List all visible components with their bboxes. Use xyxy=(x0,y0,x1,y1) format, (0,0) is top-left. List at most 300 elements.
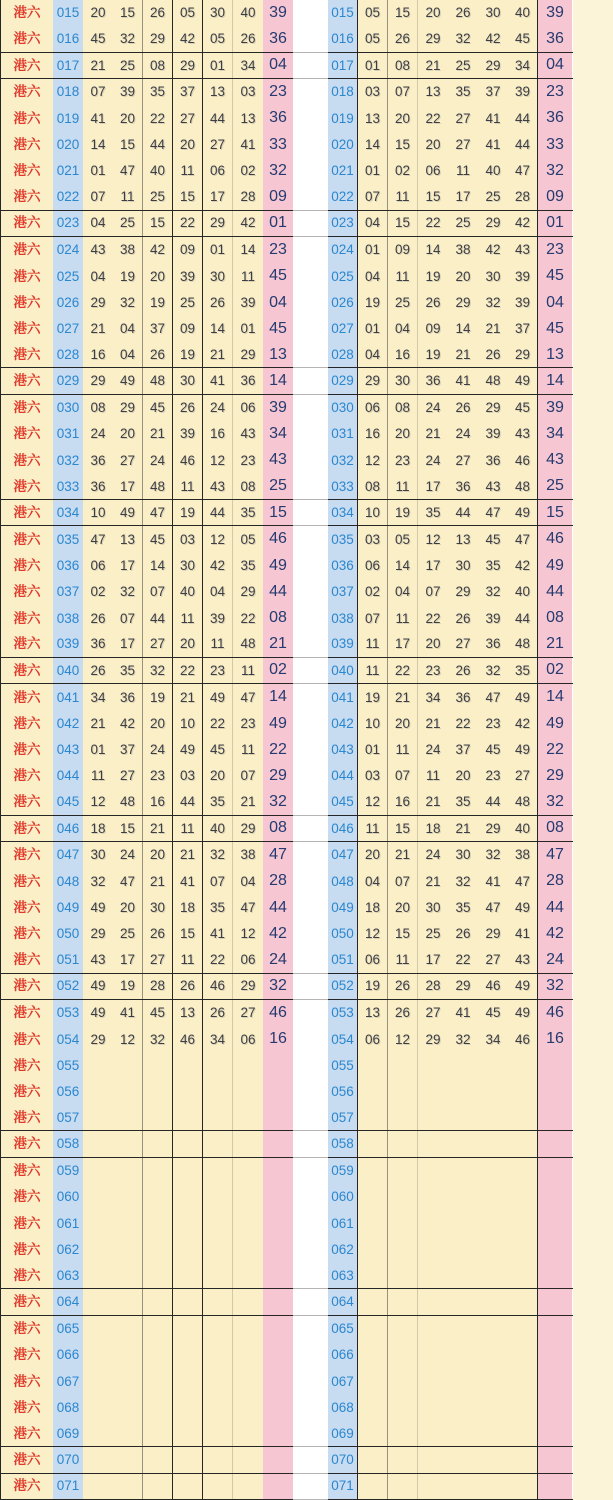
drawn-number-cell: 35 xyxy=(233,500,263,525)
sorted-number-cell: 19 xyxy=(418,342,448,367)
issue-number-cell: 050 xyxy=(328,921,358,947)
issue-number-cell: 062 xyxy=(53,1237,83,1263)
drawn-number-cell: 04 xyxy=(203,579,233,605)
sorted-number-cell xyxy=(388,1131,418,1156)
issue-number-cell: 031 xyxy=(53,421,83,447)
drawn-number-cell: 49 xyxy=(113,500,143,525)
sorted-number-cell xyxy=(448,1131,478,1156)
table-row xyxy=(1,632,293,658)
drawn-number-cell: 02 xyxy=(83,579,113,605)
table-row xyxy=(328,1131,573,1157)
sorted-number-cell: 48 xyxy=(508,474,538,499)
lottery-name-cell: 港六 xyxy=(1,579,53,605)
sorted-number-cell: 17 xyxy=(448,184,478,209)
sorted-number-cell xyxy=(448,1210,478,1236)
drawn-number-cell: 38 xyxy=(233,842,263,868)
sorted-number-cell: 20 xyxy=(388,710,418,736)
drawn-number-cell: 36 xyxy=(233,368,263,393)
drawn-number-cell: 49 xyxy=(83,895,113,921)
gap-row xyxy=(293,895,328,921)
sorted-number-cell: 14 xyxy=(418,237,448,263)
drawn-number-cell: 20 xyxy=(113,895,143,921)
drawn-number-cell xyxy=(203,1368,233,1394)
sorted-number-cell: 49 xyxy=(508,368,538,393)
table-row xyxy=(1,421,293,447)
sorted-number-cell xyxy=(508,1237,538,1263)
drawn-number-cell: 26 xyxy=(83,605,113,631)
sorted-number-cell: 11 xyxy=(388,474,418,499)
drawn-number-cell: 25 xyxy=(113,53,143,78)
special-number-cell: 22 xyxy=(538,737,572,763)
special-number-cell: 33 xyxy=(538,132,572,158)
drawn-number-cell xyxy=(173,1289,203,1314)
drawn-number-cell: 22 xyxy=(233,605,263,631)
special-number-cell xyxy=(263,1105,293,1130)
table-row xyxy=(328,368,573,394)
sorted-number-cell: 36 xyxy=(448,684,478,710)
drawn-number-cell xyxy=(143,1447,173,1472)
drawn-number-cell: 29 xyxy=(233,342,263,367)
table-row xyxy=(328,1316,573,1342)
special-number-cell: 08 xyxy=(538,816,572,841)
drawn-number-cell: 24 xyxy=(203,395,233,421)
table-row xyxy=(328,53,573,79)
sorted-number-cell: 29 xyxy=(448,579,478,605)
table-row xyxy=(1,132,293,158)
drawn-number-cell: 11 xyxy=(83,763,113,789)
drawn-number-cell xyxy=(233,1131,263,1156)
special-number-cell xyxy=(538,1053,572,1079)
special-number-cell xyxy=(538,1079,572,1105)
drawn-number-cell xyxy=(203,1342,233,1368)
gap-row xyxy=(293,158,328,184)
drawn-number-cell: 41 xyxy=(83,105,113,131)
drawn-number-cell: 42 xyxy=(113,710,143,736)
table-row xyxy=(1,1210,293,1236)
sorted-number-cell: 34 xyxy=(508,53,538,78)
drawn-number-cell xyxy=(203,1263,233,1288)
sorted-number-cell xyxy=(358,1316,388,1342)
gap-row xyxy=(293,263,328,289)
sorted-number-cell: 44 xyxy=(508,105,538,131)
lottery-name-cell: 港六 xyxy=(1,79,53,105)
drawn-number-cell xyxy=(113,1316,143,1342)
sorted-number-cell: 42 xyxy=(508,553,538,579)
issue-number-cell: 047 xyxy=(53,842,83,868)
issue-number-cell: 045 xyxy=(328,789,358,814)
table-row xyxy=(1,553,293,579)
special-number-cell: 13 xyxy=(263,342,293,367)
drawn-number-cell: 26 xyxy=(173,974,203,999)
sorted-number-cell: 01 xyxy=(358,316,388,342)
drawn-number-cell xyxy=(83,1474,113,1499)
special-number-cell: 16 xyxy=(538,1026,572,1052)
sorted-number-cell: 22 xyxy=(448,947,478,972)
sorted-number-cell: 02 xyxy=(358,579,388,605)
sorted-number-cell xyxy=(418,1474,448,1499)
table-row xyxy=(1,974,293,1000)
sorted-number-cell xyxy=(448,1158,478,1184)
table-row xyxy=(1,921,293,947)
table-row xyxy=(328,974,573,1000)
drawn-number-cell xyxy=(173,1210,203,1236)
sorted-number-cell xyxy=(448,1289,478,1314)
gap-row xyxy=(293,1421,328,1447)
gap-row xyxy=(293,79,328,105)
drawn-number-cell: 18 xyxy=(173,895,203,921)
table-row xyxy=(328,1342,573,1368)
drawn-number-cell: 39 xyxy=(233,289,263,315)
sorted-number-cell xyxy=(388,1263,418,1288)
special-number-cell: 15 xyxy=(538,500,572,525)
special-number-cell: 36 xyxy=(263,105,293,131)
drawn-number-cell: 26 xyxy=(143,342,173,367)
special-number-cell: 21 xyxy=(263,632,293,657)
sorted-number-cell xyxy=(418,1289,448,1314)
issue-number-cell: 069 xyxy=(53,1421,83,1446)
issue-number-cell: 037 xyxy=(53,579,83,605)
sorted-number-cell xyxy=(448,1105,478,1130)
sorted-number-cell: 12 xyxy=(358,921,388,947)
drawn-number-cell: 26 xyxy=(83,658,113,683)
right-margin xyxy=(573,0,613,1500)
drawn-number-cell: 30 xyxy=(83,842,113,868)
issue-number-cell: 038 xyxy=(53,605,83,631)
draw-order-table xyxy=(0,0,293,1500)
lottery-name-cell: 港六 xyxy=(1,1342,53,1368)
sorted-number-cell xyxy=(358,1158,388,1184)
drawn-number-cell xyxy=(233,1263,263,1288)
sorted-number-cell xyxy=(448,1053,478,1079)
sorted-number-cell: 27 xyxy=(448,447,478,473)
drawn-number-cell xyxy=(83,1184,113,1210)
issue-number-cell: 021 xyxy=(328,158,358,184)
table-row xyxy=(1,868,293,894)
lottery-name-cell: 港六 xyxy=(1,974,53,999)
drawn-number-cell: 17 xyxy=(113,947,143,972)
drawn-number-cell: 21 xyxy=(173,684,203,710)
sorted-number-cell: 01 xyxy=(358,53,388,78)
drawn-number-cell: 07 xyxy=(113,605,143,631)
sorted-number-cell: 07 xyxy=(388,79,418,105)
sorted-number-cell: 14 xyxy=(448,316,478,342)
sorted-number-cell: 45 xyxy=(508,26,538,51)
sorted-number-cell: 29 xyxy=(418,26,448,51)
gap-row xyxy=(293,579,328,605)
gap-row xyxy=(293,53,328,79)
drawn-number-cell: 20 xyxy=(173,632,203,657)
special-number-cell: 16 xyxy=(263,1026,293,1052)
issue-number-cell: 052 xyxy=(53,974,83,999)
drawn-number-cell: 13 xyxy=(203,79,233,105)
drawn-number-cell xyxy=(83,1342,113,1368)
sorted-number-cell: 45 xyxy=(478,1000,508,1026)
issue-number-cell: 063 xyxy=(328,1263,358,1288)
sorted-number-cell xyxy=(358,1079,388,1105)
table-row xyxy=(328,763,573,789)
issue-number-cell: 051 xyxy=(328,947,358,972)
sorted-number-cell: 44 xyxy=(448,500,478,525)
special-number-cell xyxy=(263,1237,293,1263)
sorted-number-cell: 24 xyxy=(418,447,448,473)
sorted-number-cell xyxy=(448,1079,478,1105)
sorted-number-cell xyxy=(448,1474,478,1499)
drawn-number-cell: 41 xyxy=(173,868,203,894)
sorted-number-cell: 18 xyxy=(358,895,388,921)
sorted-number-cell: 03 xyxy=(358,526,388,552)
sorted-number-cell xyxy=(508,1210,538,1236)
sorted-number-cell: 48 xyxy=(508,632,538,657)
drawn-number-cell: 22 xyxy=(173,658,203,683)
drawn-number-cell: 04 xyxy=(83,263,113,289)
sorted-number-cell: 29 xyxy=(418,1026,448,1052)
sorted-number-cell xyxy=(448,1237,478,1263)
table-row xyxy=(1,816,293,842)
sorted-number-cell xyxy=(478,1105,508,1130)
sorted-number-cell: 40 xyxy=(478,158,508,184)
issue-number-cell: 041 xyxy=(53,684,83,710)
drawn-number-cell: 23 xyxy=(143,763,173,789)
lottery-name-cell: 港六 xyxy=(1,1237,53,1263)
table-row xyxy=(1,1342,293,1368)
sorted-number-cell xyxy=(508,1053,538,1079)
drawn-number-cell: 21 xyxy=(143,868,173,894)
issue-number-cell: 025 xyxy=(53,263,83,289)
lottery-name-cell: 港六 xyxy=(1,211,53,236)
issue-number-cell: 063 xyxy=(53,1263,83,1288)
issue-number-cell: 044 xyxy=(328,763,358,789)
gap-row xyxy=(293,26,328,52)
issue-number-cell: 069 xyxy=(328,1421,358,1446)
special-number-cell: 02 xyxy=(538,658,572,683)
special-number-cell: 46 xyxy=(263,1000,293,1026)
issue-number-cell: 024 xyxy=(328,237,358,263)
sorted-number-cell: 10 xyxy=(358,500,388,525)
sorted-number-cell xyxy=(448,1368,478,1394)
drawn-number-cell: 11 xyxy=(233,658,263,683)
drawn-number-cell: 46 xyxy=(203,974,233,999)
sorted-number-cell xyxy=(418,1053,448,1079)
gap-row xyxy=(293,1474,328,1500)
drawn-number-cell xyxy=(83,1237,113,1263)
issue-number-cell: 018 xyxy=(53,79,83,105)
special-number-cell xyxy=(538,1421,572,1446)
sorted-number-cell xyxy=(478,1368,508,1394)
special-number-cell: 42 xyxy=(263,921,293,947)
drawn-number-cell xyxy=(233,1210,263,1236)
drawn-number-cell: 20 xyxy=(83,0,113,26)
sorted-number-cell: 25 xyxy=(478,184,508,209)
special-number-cell: 32 xyxy=(263,974,293,999)
drawn-number-cell: 16 xyxy=(143,789,173,814)
drawn-number-cell: 29 xyxy=(113,395,143,421)
table-row xyxy=(1,579,293,605)
sorted-number-cell: 15 xyxy=(388,211,418,236)
gap-row xyxy=(293,789,328,815)
table-row xyxy=(328,105,573,131)
table-row xyxy=(1,710,293,736)
drawn-number-cell: 29 xyxy=(233,816,263,841)
sorted-number-cell: 20 xyxy=(418,632,448,657)
table-row xyxy=(328,237,573,263)
lottery-name-cell: 港六 xyxy=(1,816,53,841)
sorted-number-cell: 21 xyxy=(388,842,418,868)
sorted-number-cell xyxy=(358,1368,388,1394)
sorted-number-cell: 35 xyxy=(448,895,478,921)
sorted-number-cell: 38 xyxy=(508,842,538,868)
drawn-number-cell: 38 xyxy=(113,237,143,263)
lottery-name-cell: 港六 xyxy=(1,947,53,972)
sorted-number-cell: 18 xyxy=(418,816,448,841)
gap-row xyxy=(293,447,328,473)
table-row xyxy=(328,500,573,526)
drawn-number-cell xyxy=(203,1184,233,1210)
sorted-number-cell: 12 xyxy=(418,526,448,552)
issue-number-cell: 017 xyxy=(328,53,358,78)
drawn-number-cell: 15 xyxy=(173,921,203,947)
sorted-number-cell: 11 xyxy=(388,184,418,209)
special-number-cell xyxy=(263,1316,293,1342)
table-row xyxy=(1,1289,293,1315)
table-row xyxy=(328,1474,573,1500)
sorted-number-cell: 19 xyxy=(388,500,418,525)
drawn-number-cell: 32 xyxy=(113,579,143,605)
issue-number-cell: 039 xyxy=(328,632,358,657)
special-number-cell xyxy=(538,1368,572,1394)
sorted-number-cell: 20 xyxy=(448,263,478,289)
drawn-number-cell xyxy=(83,1263,113,1288)
drawn-number-cell xyxy=(143,1395,173,1421)
drawn-number-cell: 25 xyxy=(173,289,203,315)
lottery-name-cell: 港六 xyxy=(1,26,53,51)
table-row xyxy=(328,1368,573,1394)
lottery-name-cell: 港六 xyxy=(1,1000,53,1026)
table-row xyxy=(1,1184,293,1210)
special-number-cell: 09 xyxy=(263,184,293,209)
drawn-number-cell: 48 xyxy=(233,632,263,657)
special-number-cell xyxy=(538,1395,572,1421)
table-row xyxy=(1,0,293,26)
sorted-number-cell: 45 xyxy=(478,526,508,552)
drawn-number-cell: 29 xyxy=(233,974,263,999)
drawn-number-cell: 10 xyxy=(83,500,113,525)
table-row xyxy=(328,947,573,973)
drawn-number-cell: 04 xyxy=(233,868,263,894)
sorted-number-cell xyxy=(418,1316,448,1342)
drawn-number-cell: 32 xyxy=(143,658,173,683)
gap-row xyxy=(293,658,328,684)
drawn-number-cell: 13 xyxy=(233,105,263,131)
drawn-number-cell: 07 xyxy=(203,868,233,894)
special-number-cell: 49 xyxy=(263,553,293,579)
sorted-number-cell: 11 xyxy=(388,605,418,631)
sorted-number-cell: 04 xyxy=(388,579,418,605)
sorted-number-cell xyxy=(478,1342,508,1368)
table-row xyxy=(328,1421,573,1447)
drawn-number-cell xyxy=(113,1105,143,1130)
sorted-number-cell: 09 xyxy=(388,237,418,263)
drawn-number-cell: 39 xyxy=(113,79,143,105)
gap-row xyxy=(293,395,328,421)
gap-row xyxy=(293,105,328,131)
issue-number-cell: 071 xyxy=(53,1474,83,1499)
table-row xyxy=(1,1237,293,1263)
drawn-number-cell xyxy=(83,1395,113,1421)
sorted-number-cell: 24 xyxy=(418,842,448,868)
drawn-number-cell: 44 xyxy=(203,105,233,131)
sorted-number-cell: 34 xyxy=(478,1026,508,1052)
issue-number-cell: 058 xyxy=(53,1131,83,1156)
drawn-number-cell: 06 xyxy=(203,158,233,184)
special-number-cell: 13 xyxy=(538,342,572,367)
drawn-number-cell xyxy=(83,1158,113,1184)
drawn-number-cell: 27 xyxy=(233,1000,263,1026)
issue-number-cell: 071 xyxy=(328,1474,358,1499)
sorted-number-cell: 22 xyxy=(418,211,448,236)
gap-row xyxy=(293,1184,328,1210)
drawn-number-cell: 45 xyxy=(83,26,113,51)
lottery-name-cell: 港六 xyxy=(1,237,53,263)
drawn-number-cell: 12 xyxy=(83,789,113,814)
special-number-cell: 47 xyxy=(263,842,293,868)
drawn-number-cell: 15 xyxy=(113,132,143,158)
drawn-number-cell: 41 xyxy=(233,132,263,158)
sorted-number-cell: 23 xyxy=(418,658,448,683)
sorted-number-cell: 41 xyxy=(448,368,478,393)
table-row xyxy=(1,947,293,973)
drawn-number-cell: 48 xyxy=(143,368,173,393)
sorted-number-cell: 20 xyxy=(418,132,448,158)
special-number-cell xyxy=(263,1289,293,1314)
sorted-number-cell xyxy=(418,1447,448,1472)
drawn-number-cell: 22 xyxy=(173,211,203,236)
drawn-number-cell: 11 xyxy=(113,184,143,209)
issue-number-cell: 054 xyxy=(53,1026,83,1052)
sorted-number-cell: 27 xyxy=(448,105,478,131)
sorted-number-cell xyxy=(388,1316,418,1342)
sorted-number-cell: 11 xyxy=(388,737,418,763)
drawn-number-cell xyxy=(83,1368,113,1394)
drawn-number-cell: 05 xyxy=(173,0,203,26)
special-number-cell xyxy=(263,1474,293,1499)
sorted-number-cell: 37 xyxy=(508,316,538,342)
sorted-number-cell: 06 xyxy=(418,158,448,184)
issue-number-cell: 060 xyxy=(328,1184,358,1210)
issue-number-cell: 048 xyxy=(53,868,83,894)
issue-number-cell: 050 xyxy=(53,921,83,947)
drawn-number-cell: 19 xyxy=(173,342,203,367)
special-number-cell: 14 xyxy=(263,368,293,393)
drawn-number-cell xyxy=(113,1368,143,1394)
lottery-name-cell: 港六 xyxy=(1,737,53,763)
drawn-number-cell: 39 xyxy=(173,263,203,289)
sorted-number-cell: 16 xyxy=(388,789,418,814)
drawn-number-cell: 17 xyxy=(203,184,233,209)
table-row xyxy=(1,1421,293,1447)
drawn-number-cell: 35 xyxy=(113,658,143,683)
drawn-number-cell xyxy=(173,1131,203,1156)
table-row xyxy=(1,105,293,131)
drawn-number-cell xyxy=(173,1158,203,1184)
table-row xyxy=(1,1447,293,1473)
sorted-number-cell: 26 xyxy=(448,605,478,631)
drawn-number-cell xyxy=(173,1263,203,1288)
drawn-number-cell: 12 xyxy=(203,447,233,473)
gap-row xyxy=(293,342,328,368)
drawn-number-cell: 35 xyxy=(143,79,173,105)
sorted-number-cell: 29 xyxy=(508,342,538,367)
sorted-number-cell: 07 xyxy=(388,868,418,894)
